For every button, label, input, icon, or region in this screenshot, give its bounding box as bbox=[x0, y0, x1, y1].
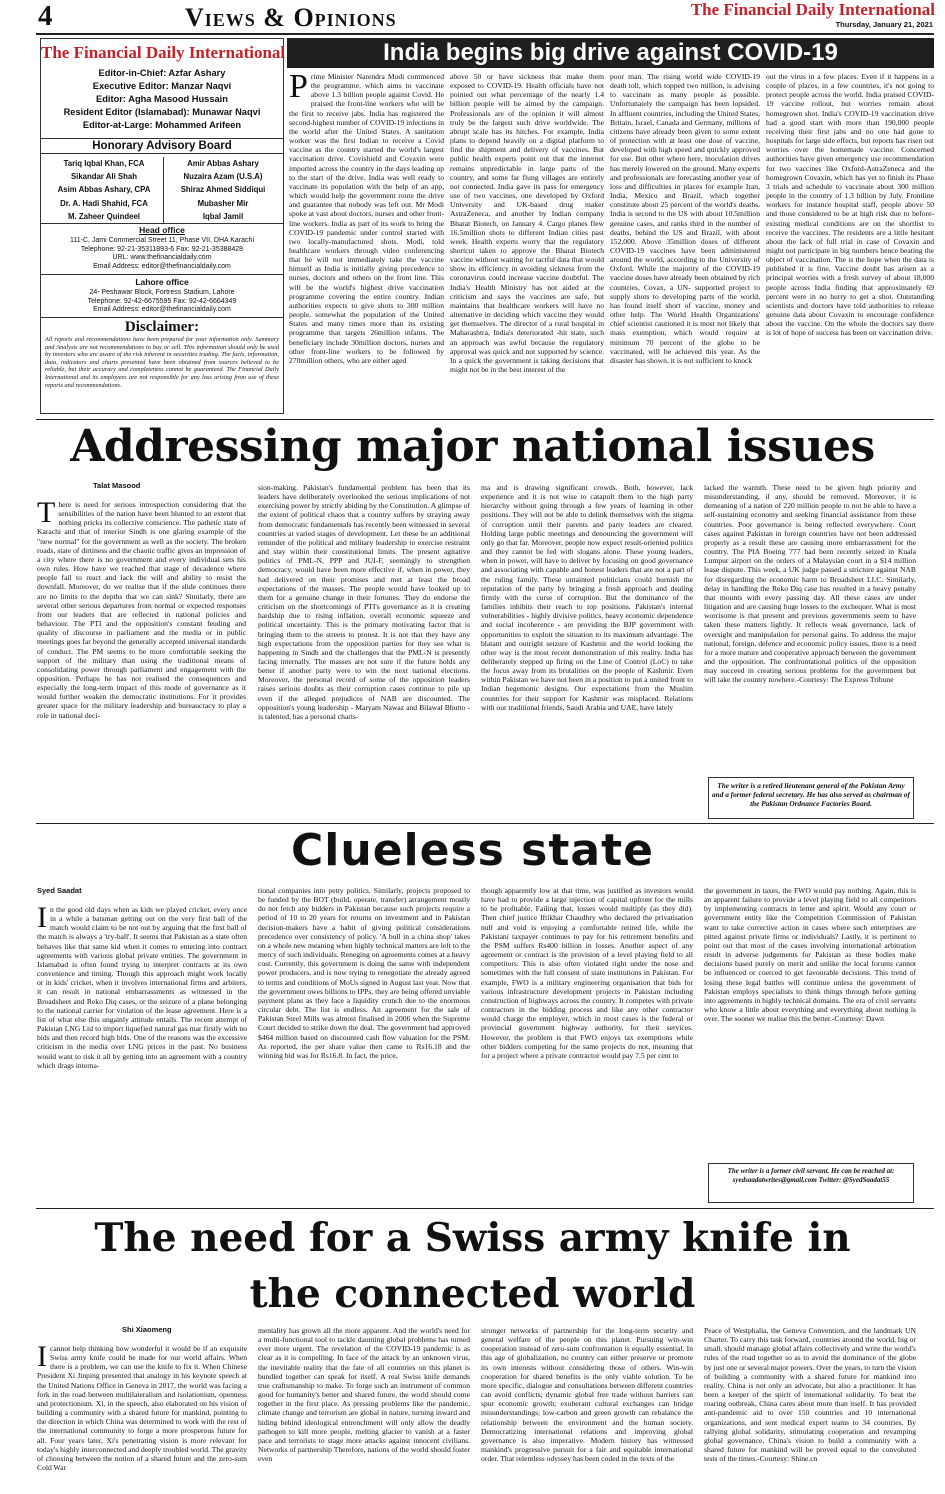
article-column bbox=[258, 483, 470, 817]
advisory-divider bbox=[163, 157, 164, 223]
advisor-name: Sikandar Ali Shah bbox=[70, 172, 137, 182]
column-text: rime Minister Narendra Modi commenced the programme, which aims to vaccinate above 1.3 billion people against Covid. He praised the front-line workers who will be the first to receive jabs. India has registered the second-highest number of COVID-19 infections in the world after the United States. A sanitation worker was the first Indian to receive a Covid vaccine as the country started the world's largest vaccination drive. Covishield and Covaxin were imported across the country in the days leading up to the start of the drive. India was well ready to vaccinate its population with the help of an app, which would help the government route the drive and guarantee that nobody was left out. Mr Modi spoke at vast about doctors, nurses and other front-line workers. India as part of its work to bring the COVID-19 pandemic under control started with two locally-manufactured shots. Modi, told healthcare workers through video conferencing that he will not immediately take the vaccine himself as India is initially giving precedence to nurses, doctors and others on the front line. This will be the world's highest drive vaccination programme covering the entire country. Indian authorities expects to give shots to 300 million people, somewhat the population of the United States and many times more than its existing programme that targets 26million infants. The beneficiary include 30million doctors, nurses and other front-line workers to be followed by 270million others, who are either aged bbox=[289, 72, 444, 365]
drop-cap: P bbox=[289, 72, 308, 105]
swiss-knife-headline-line2: the connected world bbox=[249, 1271, 696, 1317]
column-text: ma and is drawing significant crowds. Both, however, lack experience and it is not wise to catapult them to the high party hierarchy without going through a few years of learning in other positions. They will not be able to delink themselves with the stigma of corruption until their parents and party leaders are cleared. Holding large public meetings and denouncing the government will only go that far. Moreover, people now expect result-oriented politics and they cannot be fed with slogans alone. These young leaders, when in power, will have to deliver by focusing on good governance and associating with capable and honest leaders that are not a part of the ruling family. These untainted politicians could burnish the reputation of the party by bringing a fresh approach and dealing firmly with the curse of corruption. But the dominance of the families inhibits their reach to top positions. Pakistan's internal vulnerabilities - highly divisive politics, heavy economic dependence and social incoherence - are providing the BJP government with opportunities to exploit the situation to its maximum advantage. The blatant and outright seizure of Kashmir and the world looking the other way is the most recent demonstration of this reality. India has deliberately stepped up firing on the Line of Control (LoC) to take the focus away from its brutalities on the people of Kashmir. Even within Pakistan we have not been in a position to put a united front to Indian hegemonic designs. Our expectations from the Muslim countries for their support for Kashmir was misplaced. Relations with our traditional friends, Saudi Arabia and UAE, have lately bbox=[481, 483, 693, 712]
editor-line: Executive Editor: Manzar Naqvi bbox=[92, 81, 232, 91]
editor-line: Editor-at-Large: Mohammed Arifeen bbox=[82, 120, 242, 130]
column-text: though apparently low at that time, was justified as investors would have had to provide a large injection of capital upfront for the mills to be profitable. Failing that, losses would multiply (as they did). Then chief justice Iftikhar Chaudhry who declared the privatisation null and void is enjoying a comfortable retired life, while the Pakistani taxpayer continues to pay for his retirement benefits and the PSM suffers Rs400 billion in losses. Another aspect of any agreement or contract is the provision of a level playing field to all competitors. This is also often violated right under the nose and sometimes with the full consent of state institutions in Pakistan. For example, FWO is a military engineering organisation that bids for various infrastructure development projects in Pakistan including construction of highways across the country. It competes with private contractors in the bidding process and like any other contractor would charge the employer, which in most cases is the federal or provincial government highway authority, for their services. However, the problem is that FWO enjoys tax exemptions while other bidders competing for the same projects do not, meaning that for a project where a private contractor would pay 7.5 per cent to bbox=[481, 886, 693, 1060]
byline: Talat Masood bbox=[93, 481, 141, 490]
covid-headline: India begins big drive against COVID-19 bbox=[383, 39, 838, 66]
article-column bbox=[37, 1344, 247, 1490]
column-text: lacked the warmth. These need to be given high priority and misunderstanding, if any, should be removed. Moreover, it is demeaning of a nation of 220 million people to not be able to have a self-sustaining economy and seeking financial assistance from these countries. Poor governance is being reflected everywhere. Court cases against Pakistan in foreign countries have not been addressed properly as a result these are causing more embarrassment for the country. The PIA Boeing 777 had been recently seized in Kuala Lumpur airport on the orders of a Malaysian court in a $14 million lease dispute. This week, a UK judge passed a stricture against NAB for disregarding the economic harm to Broadsheet LLC. Similarly, delay in handling the Reko Diq case has resulted in a heavy penalty that mounts with every passing day. All these cases are under litigation and are causing huge losses to the exchequer. What is most worrisome is that present and previous governments seem to have taken these matters lightly. It reflects weak governance, lack of oversight and manipulation for personal gains. To address the major national, foreign, defence and economic policy issues, there is a need for a more mature and cooperative approach between the government and the opposition. The confrontational politics of the opposition may succeed in creating serious problems for the government but will take the country nowhere.-Courtesy: The Express Tribune bbox=[704, 483, 916, 685]
advisor-name: Tariq Iqbal Khan, FCA bbox=[63, 159, 145, 168]
column-text: tional companies into petty politics. Similarly, projects proposed to be funded by the BOT (build, operate, transfer) arrangement mostly do not fetch any bidders in Pakistan because such projects require a period of 10 to 20 years for returns on investment and in Pakistan decision-makers have a habit of giving political considerations precedence over consistency of policy. 'A bull in a china shop' takes on a whole new meaning when highly technical matters are left to the mercy of such individuals. Reneging on agreements comes at a heavy cost. Currently, this government is doing the same with independent power producers, and is now trying to renegotiate the already agreed to terms and conditions of MoUs signed in August last year. Now that the government owes billions to IPPs, they are being offered unviable payment plans as they face a liquidity crunch due to the enormous circular debt. The list is endless. An agreement for the sale of Pakistan Steel Mills was almost finalised in 2006 when the Supreme Court decided to strike down the deal. The government had approved $464 million based on discounted cash flow valuation for the PSM. As reported, the per share value then came to Rs16.18 and the winning bid was for Rs16.8. In fact, the price, bbox=[258, 886, 470, 1060]
clueless-state-headline: Clueless state bbox=[291, 825, 654, 876]
article-column bbox=[610, 72, 760, 416]
advisor-name: Mubasher Mir bbox=[197, 198, 249, 208]
page-number: 4 bbox=[38, 0, 53, 32]
address-line: Email Address: editor@thefinancialdaily.com bbox=[93, 262, 231, 270]
advisor-name: Iqbal Jamil bbox=[202, 211, 244, 221]
address-line: Telephone: 92-21-35311893-6 Fax: 92-21-35388428 bbox=[80, 245, 244, 253]
disclaimer-title: Disclaimer: bbox=[41, 317, 283, 336]
article-column bbox=[481, 483, 693, 817]
article-column bbox=[37, 905, 247, 1203]
column-text: poor man. The rising world wide COVID-19 death toll, which topped two million, is advising to vaccinate as many people as possible. Unfortunately the campaign has been lopsided. In affluent countries, including the United States, Britain, Israel, Canada and Germany, millions of citizens have already been given to some extent of protection with at least one dose of vaccine, developed with high speed and quickly approved for use. But other where here, inoculation drives has merely lowered on the ground. Many experts and professionals are forecasting another year of loss and difficulties in places for example Iran, India, Mexico and Brazil, which together constitute about 25 percent of the world's deaths. India is second to the US with about 10.5million genuine cases, and ranks third in the number of deaths, behind the US and Brazil, with about 152,000. Above 35million doses of different COVID-19 vaccines have been administered around the world, according to the University of Oxford. While the majority of the COVID-19 vaccine doses have already been obtained by rich countries, Covax, a UN- supported project to supply shots to developing parts of the world, has found itself short of vaccine, money and other help. The World Health Organizations' chief scientist cautioned it is most not likely that mass exemption, which would require at minimum 70 percent of the globe to be vaccinated, will be achieved this year. As the disaster has shown, it is not sufficient to knock bbox=[610, 72, 760, 365]
disclaimer-text: All reports and recommendations have been prepared for your information only. Summary and Analysis are not recommendations to buy or sell. This information should only be used by investors who are aware of the risk inherent in securities trading. The facts, information, data, indicators and charts presented have been obtained from sources believed to be reliable, but their accuracy and completeness cannot be guaranteed. The Financial Daily International and its employees are not responsible for any loss arising from use of these reports and recommendations. bbox=[45, 336, 279, 389]
column-text: out the virus in a few places. Even if it happens in a couple of places, in a few countries, it's not going to protect people across the world. India praised COVID-19 vaccine rollout, but worries remain about homegrown shot. India's COVID-19 vaccination drive had a good start with more than 190,000 people receiving their first jabs and no one had gone to hospitals for large side effects, but reports has risen out worries over the homemade vaccine. Concerned authorities have given emergency use recommendation for two vaccines like Oxford-AstraZeneca and the homegrown Covaxin, which has yet to finish its Phase 3 trials and schedule to vaccinate about 300 million people in the country of 1.3 billion by July. Frontline workers for instance hospital staff, people above 50 and those considered to be at high risk due to before-existing medical conditions are on the shortlist to receive the vaccines. The residents are a little hesitant about the lack of full trial in case of Covaxin and might not participate in big numbers hence beating the object of vaccination. The is the hope when the data is published it is fine. Vaccine doubt has arisen as a principal worries with a fresh survey of about 18,000 people across India finding that approximately 69 percent were in no hurry to get a shot. Outstanding scientists and doctors have told authorities to release genuine data about Covaxin to encourage confidence about the vaccine. On the whole the doctors say there is lot of hope of success has been on vaccination drive. bbox=[766, 72, 934, 338]
lahore-office-title: Lahore office bbox=[41, 274, 283, 287]
column-text: mentality has grown all the more apparent. And the world's need for a multi-functional tool to tackle daunting global problems has turned ever more urgent. The revelation of the COVID-19 pandemic is as clear as it is compelling. In face of the attack by an unknown virus, the inevitable reality that the fate of all countries on this planet is bundled together can speak for itself. A real Swiss knife demands true craftsmanship to make. To forge such an instrument of common good for humanity's better and shared future, the world should come together in the first place. As pressing problems like the pandemic, climate change and terrorism are global in nature, turning inward and hiding behind ideological entrenchment will only allow the deadly pathogen to kill more people, melting glacier to vanish at a faster pace and terrorists to stage more attacks against innocent civilians. Networks of partnership Therefore, nations of the world should foster even bbox=[258, 1326, 470, 1464]
page-header bbox=[0, 0, 945, 34]
swiss-knife-headline-line1: The need for a Swiss army knife in bbox=[94, 1215, 851, 1261]
article-column bbox=[481, 1326, 693, 1490]
drop-cap: I bbox=[37, 905, 47, 934]
drop-cap: I bbox=[37, 1344, 47, 1373]
section-title: Views & Opinions bbox=[185, 3, 397, 32]
article-column bbox=[258, 1326, 470, 1490]
masthead: The Financial Daily International bbox=[690, 0, 935, 19]
address-line: URL: www.thefinancialdaily.com bbox=[112, 254, 212, 262]
column-text: n the good old days when as kids we played cricket, every once in a while a batsman getting out on the very first ball of the match would claim to be not out by arguing that the first ball of the match is always a 'try-ball'. It seems that Pakistan as a state often behaves like that same kid when it comes to entering into contract agreements with various global private entities. The government in Islamabad is often found trying to interpret contracts at its own convenience and timing. Though this approach might work locally or in kids' cricket, when it involves international firms and arbiters, it can result in national embarrassments as witnessed in the Broadsheet and Reko Diq cases, or the seizure of a plane belonging to the national carrier for violation of the lease agreement. Here is a list of what else this ungainly attitude entails. The recent attempt of Pakistan LNG Ltd to import liquefied natural gas mar firstly with no bids and then record high bids. One of the reasons was the excessive criticism in the media over LNG prices in the past. No business would want to risk it all by getting into an agreement with a country which drags interna- bbox=[37, 905, 247, 1070]
article-column bbox=[450, 72, 604, 416]
advisor-name: Nuzaira Azam (U.S.A) bbox=[183, 172, 263, 182]
header-rule bbox=[36, 33, 934, 35]
lahore-office-address bbox=[41, 289, 283, 315]
author-note: The writer is a former civil servant. He can be reached at: syedsaadatwrites@gmail.com Twitter: @SyedSaadat55 bbox=[708, 1163, 914, 1203]
byline: Shi Xiaomeng bbox=[122, 1325, 172, 1334]
advisory-left bbox=[45, 157, 163, 223]
article-column bbox=[704, 886, 916, 1154]
address-line: 111-C, Jami Commercial Street 11, Phase VII, DHA Karachi bbox=[69, 237, 254, 244]
column-text: the government in taxes, the FWO would pay nothing. Again, this is an apparent failure to provide a level playing field to all competitors by implementing contracts in letter and spirit. Would any court or government entity like the Competition Commission of Pakistan want to take corrective action in cases where such enterprises are pitted against private firms or individuals? Lastly, it is pertinent to point out that most of the cases involving international arbitration result in adverse judgements for Pakistan as these bodies make decisions based purely on merit and unlike the local forums cannot be influenced or coerced to get favourable decisions. This trend of losing these legal battles will continue unless the government of Pakistan employs specialists to think things through before getting into agreements in highly technical domains. The era of civil servants who know a little about everything and everything about nothing is over. The sooner we realise this the better.-Courtesy: Dawn bbox=[704, 886, 916, 1024]
article-column bbox=[481, 886, 693, 1203]
byline: Syed Saadat bbox=[37, 886, 82, 895]
address-line: Telephone: 92-42-6675595 Fax: 92-42-6664349 bbox=[87, 297, 237, 305]
column-text: cannot help thinking how wonderful it would be if an exquisite Swiss army knife could be made for our world affairs. When there is a problem, we can use the knife to fix it. When Chinese President Xi Jinping presented that analogy in his keynote speech at the United Nations Office in Geneva in 2017, the world was facing a fork in the road between multilateralism and isolationism, openness and protectionism. Xi, in the speech, also elaborated on his vision of building a community with a shared future for mankind, pointing to the direction in which China was determined to work with the rest of the international community to forge a more prosperous future for all. Four years later, Xi's penetrating vision is more relevant for today's highly interconnected and deeply troubled world. The gravity of choosing between the notion of a shared future and the zero-sum Cold War bbox=[37, 1344, 247, 1473]
national-issues-headline: Addressing major national issues bbox=[70, 421, 875, 472]
masthead-box bbox=[40, 38, 284, 414]
article-column bbox=[258, 886, 470, 1203]
advisor-name: M. Zaheer Quindeel bbox=[68, 211, 140, 221]
column-text: sion-making. Pakistan's fundamental problem has been that its leaders have deliberately overlooked the serious implications of not exercising power by strictly abiding by the Constitution. A glimpse of the extent of political chaos that a country suffers by straying away from democratic fundamentals has recently been witnessed in several countries at varied stages of development. Let these be an additional reminder of the political and military leadership to exercise restraint and stay within their constitutional limits. The present agitative politics of PML-N, PPP and JUI-F, seemingly to strengthen democracy, would have been more effective if, when in power, they had delivered on their promises and met at least the broad expectations of the masses. The people would have looked up to them for a genuine change in their fortunes. They do endorse the criticism on the shortcomings of PTI's governance as it is creating hardship due to rising inflation, overall economic squeeze and political uncertainty. This is the primary motivating factor that is bringing them to the streets to protest. It is not that they have any high expectations from the opposition parties for they see what is happening in Sindh and the challenges that the PML-N is presently facing internally. The masses are not sure if the future holds any better if another party were to win the next national elections. Moreover, the personal record of some of the opposition leaders raises serious doubts as their corruption cases continue to pile up even if the alleged prejudices of NAB are discounted. The opposition's young leadership - Maryam Nawaz and Bilawal Bhutto - is talented, has a personal charis- bbox=[258, 483, 470, 721]
drop-cap: T bbox=[37, 500, 56, 529]
editors-list bbox=[41, 67, 283, 132]
advisor-name: Dr. A. Hadi Shahid, FCA bbox=[60, 198, 148, 208]
column-text: stronger networks of partnership for the long-term security and general welfare of the people on this planet. Pursuing win-win cooperation instead of zero-sum confrontation is equally essential. In this age of globalization, no country can either preserve or promote its own interests without considering those of others. Win-win cooperation for shared benefits is the only viable solution. To be more specific, dialogue and consultations between different countries can avoid conflicts; dynamic global free trade without barriers can spur economic growth; exuberant cultural exchanges can bridge misunderstandings; low-carbon and green growth can rebalance the relationship between the environment and the human society. Democratizing international relations and improving global governance is also imperative. Modern history has witnessed mankind's progressive pursuit for a fair and equitable international order. That relentless odyssey has been coded in the texts of the bbox=[481, 1326, 693, 1464]
advisor-name: Amir Abbas Ashary bbox=[187, 159, 259, 168]
column-text: above 50 or have sickness that make them exposed to COVID-19. Health officials have not pointed out what percentage of the nearly 1.4 billion people will be aimed by the campaign. Professionals are of the opinion it will almost truly be the largest such drive worldwide. The abrupt scale has its hitches. For example, India plans to depend heavily on a digital platform to find the shipment and delivery of vaccines. But public health experts point out that the internet remains unpredictable in large parts of the country, and some far flung villages are entirely not connected. India gave its pass for emergency use of two vaccines, one developed by Oxford University and UK-based drug maker AstraZeneca, and another by Indian company Bharat Biotech, on January 4. Cargo planes flew 16.5million shots to different Indian cities past week. Health experts worry that the regulatory shortcut taken to approve the Bharat Biotech vaccine without waiting for tactful data that would show its efficiency in avoiding sickness from the coronavirus could increase vaccine doubtful. The India's Health Ministry has not aided at the criticism and says the vaccines are safe, but maintains that healthcare workers will have no alternative in deciding which vaccine they would get themselves. The director of a rural hospital in Maharashtra, India's deteriorated -hit state, such an approach was awful because the regulatory approval was quick and not supported by science. In a quick the government is taking decisions that might not be in the best interest of the bbox=[450, 72, 604, 374]
head-office-title: Head office bbox=[41, 223, 283, 235]
column-text: Peace of Westphalia, the Geneva Convention, and the landmark UN Charter. To carry this task forward, countries around the world, big or small, should manage global affairs collectively and write the world's rules of the road together so as to avoid the dominance of the globe by just one or several major powers. Over the years, to turn the vision of building a community with a shared future for mankind into reality, China is not only an advocate, but also a practitioner. It has been a keeper of the spirit of international solidarity. To beat the roaring outbreak, China cares about more than itself. It has provided anti-pandemic aid to over 150 countries and 10 international organizations, and sent medical expert teams to 34 countries. By rallying global solidarity, stimulating cooperation and revamping global governance, China's vision to build a community with a shared future for mankind will be proved equal to the convoluted tests of the times.-Courtesy: Shine.cn bbox=[704, 1326, 916, 1464]
address-line: Email Address: editor@thefinancialdaily.com bbox=[93, 306, 231, 314]
article-column bbox=[766, 72, 934, 416]
sidebar-title: The Financial Daily International bbox=[41, 43, 286, 62]
editor-line: Editor-in-Chief: Azfar Ashary bbox=[98, 68, 226, 78]
head-office-address bbox=[41, 237, 283, 271]
address-line: 24- Peshawar Block, Fortress Stadium, Lahore bbox=[89, 289, 235, 296]
article-column bbox=[289, 72, 444, 416]
advisor-name: Asim Abbas Ashary, CPA bbox=[57, 185, 151, 195]
author-note: The writer is a retired lieutenant general of the Pakistan Army and a former federal secretary. He has also served as chairman of the Pakistan Ordnance Factories Board. bbox=[708, 777, 914, 819]
article-column bbox=[37, 500, 246, 817]
article-column bbox=[704, 1326, 916, 1490]
editor-line: Editor: Agha Masood Hussain bbox=[96, 94, 228, 104]
advisory-right bbox=[165, 157, 281, 223]
advisory-title: Honorary Advisory Board bbox=[41, 138, 283, 154]
column-text: here is need for serious introspection considering that the sensibilities of the nation have been blunted to an extent that nothing pricks its collective conscience. The pathetic state of Karachi and that of interior Sindh is one glaring example of the "new normal" for the government as well as the society. The broken roads, state of dirtiness and the chaotic traffic gives an impression of a city where there is no government and every individual sets his own rules. How have we reached that stage of decadence where people fail to react and lack the will and ability to resist the downfall. Moreover, do we realise that if the slide continues there are no limits to the depths that we can sink? Similarly, there are several other serious departures from normal or expected responses from our leaders that are reflected in national policies and behaviour. The PTI and the opposition's constant feuding and quality of discourse in parliament and the media or in public meetings goes far beyond the generally accepted universal standards of conduct. The PM seems to be more comfortable seeking the support of the military than using the traditional means of consolidating power through parliament and engagement with the opposition. Perhaps he has not realised the consequences and especially the long-term impact of this mode of governance as it would further weaken the democratic institutions. For it provides greater space for the military leadership and bureaucracy to play a role in national deci- bbox=[37, 500, 246, 720]
editor-line: Resident Editor (Islamabad): Munawar Naqvi bbox=[63, 107, 261, 117]
article-column bbox=[704, 483, 916, 761]
issue-date: Thursday, January 21, 2021 bbox=[835, 20, 933, 29]
advisor-name: Shiraz Ahmed Siddiqui bbox=[180, 185, 266, 195]
